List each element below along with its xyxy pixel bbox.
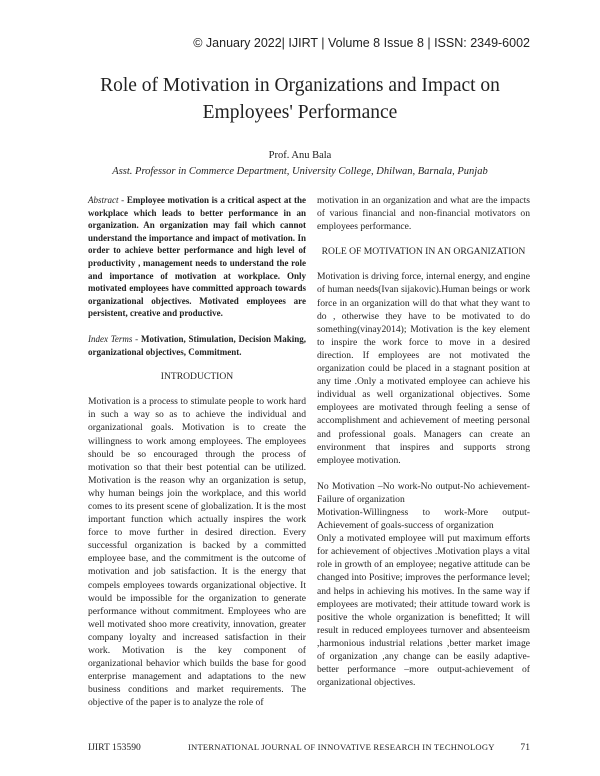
section-paragraph-2: Only a motivated employee will put maximum efforts for achievement of objectives .Motivation plays a vital role in growth of an employee; negative attitude can be changed into Positive; improves the performance level; and helps in achieving his motives. In the same way if employees are motivated; their attitude toward work is positive the whole organization is benefitted; It will result in reduced employees turnover and absenteeism ,harmonious industrial relations ,better market image of organization ,any change can be easily adaptive-better performance –more output-achievement of organizational objectives.: [317, 533, 530, 689]
author-affiliation: Asst. Professor in Commerce Department, University College, Dhilwan, Barnala, Punjab: [112, 166, 488, 177]
no-motivation-chain: No Motivation –No work-No output-No achievement-Failure of organization: [317, 480, 530, 505]
author-name: Prof. Anu Bala: [268, 150, 332, 161]
left-column: [88, 194, 306, 709]
introduction-heading: INTRODUCTION: [160, 371, 234, 383]
page-number: 71: [520, 742, 530, 753]
continuation-text: motivation in an organization and what are the impacts of various financial and non-financial motivators on employees performance.: [317, 195, 530, 233]
footer-paper-id: IJIRT 153590: [88, 742, 141, 753]
abstract-label: Abstract -: [88, 195, 125, 205]
motivation-chain: Motivation-Willingness to work-More output-Achievement of goals-success of organization: [317, 506, 530, 532]
index-terms: [88, 333, 306, 358]
index-terms-text: Motivation, Stimulation, Decision Making, organizational objectives, Commitment.: [88, 333, 306, 357]
section-heading: ROLE OF MOTIVATION IN AN ORGANIZATION: [321, 246, 526, 258]
introduction-text: Motivation is a process to stimulate people to work hard in such a way so as to achieve the individual and organizational goals. Motivation is to create the willingness to work among employees. The employees should be so encouraged through the process of motivation so that their best potential can be utilized. Motivation is the reason why an organization is setup, why human beings join the workplace, and this world comes to its present scene of globalization. It is the most important function which actually inspires the work force to move further in desired direction. Every successful organization is backed by a committed employee base, and the commitment is the outcome of motivation and job satisfaction. It is the energy that compels employees towards organizational objective. It would be impossible for the organization to generate performance without commitment. Employees who are well motivated shoo more creativity, innovation, greater company loyalty and increased satisfaction in their work. Motivation is the key component of organizational behavior which builds the base for good enterprise management and adaptations to the new business conditions and market requirements. The objective of the paper is to analyze the role of: [88, 396, 306, 709]
index-terms-label: Index Terms -: [88, 333, 139, 344]
section-paragraph-1: Motivation is driving force, internal energy, and engine of human needs(Ivan sijakovic).Human beings or work force in an organization will do that what they want to do , otherwise they have to be motivated to do something(vinay2014); Motivation is the key element to inspire the work force to move in a desired direction. If employees are not motivated the organization could be placed in a stagnant position at any time .Only a motivated employee can achieve his individual as well organizational objectives. Some employees are motivated through feeling a sense of accomplishment and achievement of meeting personal and professional goals. Managers can create an environment that inspires and supports strong employee motivation.: [317, 271, 530, 466]
paper-title: Role of Motivation in Organizations and Impact on Employees' Performance: [100, 75, 500, 123]
abstract: [88, 194, 306, 320]
abstract-text: Employee motivation is a critical aspect at the workplace which leads to better performance in an organization. An organization may fail which cannot understand the importance and impact of motivation. In order to achieve better performance and high level of productivity , management needs to understand the role and importance of motivation at workplace. Only motivated employees have committed approach towards organizational objectives. Motivated employees are persistent, creative and productive.: [88, 195, 307, 319]
footer-journal-name: INTERNATIONAL JOURNAL OF INNOVATIVE RESEARCH IN TECHNOLOGY: [188, 742, 495, 752]
right-column: [317, 194, 530, 689]
journal-citation: © January 2022| IJIRT | Volume 8 Issue 8 | ISSN: 2349-6002: [193, 36, 530, 50]
